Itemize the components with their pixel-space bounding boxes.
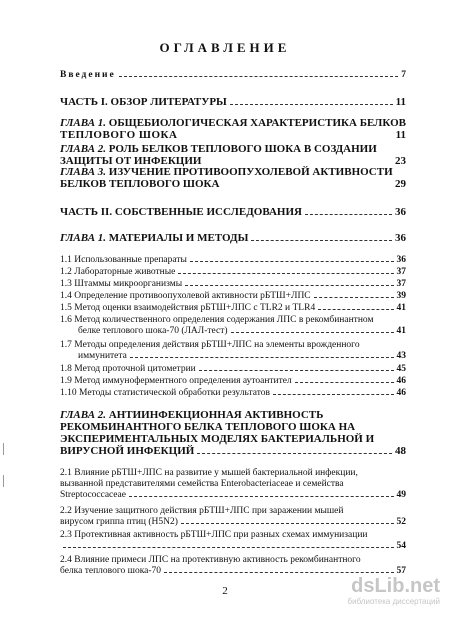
toc-entry-part1-chapter-2[interactable] xyxy=(60,143,406,167)
toc-leader xyxy=(119,76,399,77)
toc-entry-label: 1.10 Методы статистической обработки результатов xyxy=(60,388,270,398)
toc-page-number: 7 xyxy=(401,70,406,80)
page-number: 2 xyxy=(222,585,228,597)
toc-subentry[interactable] xyxy=(60,376,406,387)
toc-leader xyxy=(305,214,392,215)
toc-page-number: 37 xyxy=(396,267,406,277)
toc-entry-label-cont: РЕКОМБИНАНТНОГО БЕЛКА ТЕПЛОВОГО ШОКА НА xyxy=(60,421,356,433)
toc-leader xyxy=(178,273,393,274)
toc-page-number: 11 xyxy=(395,129,406,141)
toc-entry-label: 1.2 Лабораторные животные xyxy=(60,267,176,277)
toc-page-number: 46 xyxy=(396,388,406,398)
toc-entry-label: ИЗУЧЕНИЕ ПРОТИВООПУХОЛЕВОЙ АКТИВНОСТИ xyxy=(108,166,393,178)
toc-entry-part2-chapter-1[interactable] xyxy=(60,232,406,244)
margin-mark xyxy=(3,443,10,455)
toc-page-number: 39 xyxy=(396,291,406,301)
toc-entry-label: ОБЩЕБИОЛОГИЧЕСКАЯ ХАРАКТЕРИСТИКА БЕЛКОВ xyxy=(108,117,406,129)
toc-leader xyxy=(318,309,393,310)
toc-subentry[interactable] xyxy=(60,340,406,362)
toc-page-number: 36 xyxy=(395,206,406,218)
toc-entry-label: Введение xyxy=(60,70,116,80)
toc-leader xyxy=(130,357,394,358)
toc-page-number: 36 xyxy=(395,232,406,244)
toc-entry-part-2[interactable] xyxy=(60,206,406,218)
toc-leader xyxy=(190,261,394,262)
toc-page-number: 41 xyxy=(396,326,406,336)
toc-entry-label: РОЛЬ БЕЛКОВ ТЕПЛОВОГО ШОКА В СОЗДАНИИ xyxy=(108,143,377,155)
toc-page-number: 37 xyxy=(396,279,406,289)
toc-page-number: 43 xyxy=(396,351,406,361)
toc-subentry[interactable] xyxy=(60,468,406,501)
toc-entry-label-cont: ЭКСПЕРИМЕНТАЛЬНЫХ МОДЕЛЯХ БАКТЕРИАЛЬНОЙ И xyxy=(60,433,375,445)
toc-page-number: 46 xyxy=(396,376,406,386)
watermark-logo: dsLib.net xyxy=(351,575,440,597)
toc-entry-label: 2.4 Влияние примеси ЛПС на протективную активность рекомбинантного xyxy=(60,555,361,565)
toc-page-number: 11 xyxy=(395,96,406,108)
toc-entry-label: 2.3 Протективная активность рБТШ+ЛПС при разных схемах иммунизации xyxy=(60,530,368,540)
watermark xyxy=(340,575,440,609)
toc-entry-label-cont: вызванной представителями семейства Enterobacteriaceae и семейства xyxy=(60,479,344,489)
toc-entry-label-cont: ВИРУСНОЙ ИНФЕКЦИЙ xyxy=(60,445,195,457)
watermark-subtitle: библиотека диссертаций xyxy=(347,597,440,606)
toc-page-number: 36 xyxy=(396,255,406,265)
toc-entry-label-cont: ТЕПЛОВОГО ШОКА xyxy=(60,129,178,141)
toc-page-number: 48 xyxy=(395,445,406,457)
toc-subentry[interactable] xyxy=(60,530,406,552)
toc-entry-label: 1.3 Штаммы микроорганизмы xyxy=(60,279,183,289)
toc-subentry[interactable] xyxy=(60,267,406,278)
toc-leader xyxy=(231,332,394,333)
toc-leader xyxy=(197,453,392,454)
toc-entry-intro[interactable] xyxy=(60,70,406,81)
toc-entry-label: АНТИИНФЕКЦИОННАЯ АКТИВНОСТЬ xyxy=(108,409,324,421)
toc-leader xyxy=(273,394,394,395)
toc-leader xyxy=(164,572,393,573)
toc-entry-label: 2.2 Изучение защитного действия рБТШ+ЛПС при заражении мышей xyxy=(60,506,344,516)
toc-subentry[interactable] xyxy=(60,255,406,266)
toc-entry-label-cont: белка теплового шока-70 xyxy=(60,566,162,576)
toc-entry-label: 1.1 Использованные препараты xyxy=(60,255,187,265)
toc-chapter-label: ГЛАВА 3. xyxy=(60,166,107,178)
toc-subentry[interactable] xyxy=(60,364,406,375)
toc-leader xyxy=(251,240,392,241)
toc-page-number: 52 xyxy=(396,517,406,527)
toc-page-number: 57 xyxy=(396,566,406,576)
toc-entry-part2-chapter-2[interactable] xyxy=(60,409,406,457)
toc-chapter-label: ГЛАВА 2. xyxy=(60,409,107,421)
toc-entry-label: ЧАСТЬ I. ОБЗОР ЛИТЕРАТУРЫ xyxy=(60,96,227,108)
toc-leader xyxy=(199,370,394,371)
toc-heading: ОГЛАВЛЕНИЕ xyxy=(159,40,291,55)
toc-page-number: 49 xyxy=(396,490,406,500)
margin-mark xyxy=(3,475,10,487)
toc-leader xyxy=(185,285,393,286)
toc-entry-part-1[interactable] xyxy=(60,96,406,108)
toc-entry-label: 1.4 Определение противоопухолевой активности рБТШ+ЛПС xyxy=(60,291,311,301)
toc-entry-label: 1.7 Методы определения действия рБТШ+ЛПС на элементы врожденного xyxy=(60,340,360,350)
toc-page-number: 41 xyxy=(396,303,406,313)
toc-entry-part1-chapter-1[interactable] xyxy=(60,117,406,141)
toc-subentry[interactable] xyxy=(60,291,406,302)
toc-subentry[interactable] xyxy=(60,315,406,337)
toc-entry-label: МАТЕРИАЛЫ И МЕТОДЫ xyxy=(108,232,249,244)
toc-entry-label-cont: БЕЛКОВ ТЕПЛОВОГО ШОКА xyxy=(60,178,220,190)
toc-entry-label: 1.5 Метод оценки взаимодействия рБТШ+ЛПС с TLR2 и TLR4 xyxy=(60,303,316,313)
toc-leader xyxy=(129,496,394,497)
toc-subentry[interactable] xyxy=(60,506,406,528)
toc-entry-label-cont: Streptococcaceae xyxy=(60,490,126,500)
toc-entry-label: ЧАСТЬ II. СОБСТВЕННЫЕ ИССЛЕДОВАНИЯ xyxy=(60,206,302,218)
toc-page-number: 23 xyxy=(395,155,406,167)
toc-entry-label: 2.1 Влияние рБТШ+ЛПС на развитие у мышей бактериальной инфекции, xyxy=(60,468,358,478)
toc-entry-label: 1.6 Метод количественного определения содержания ЛПС в рекомбинантном xyxy=(60,315,374,325)
toc-chapter-label: ГЛАВА 1. xyxy=(60,232,107,244)
toc-page-number: 54 xyxy=(396,541,406,551)
toc-entry-label-cont: ЗАЩИТЫ ОТ ИНФЕКЦИИ xyxy=(60,155,202,167)
toc-leader xyxy=(314,297,394,298)
toc-entry-label-cont: вирусом гриппа птиц (H5N2) xyxy=(60,517,178,527)
toc-subentry[interactable] xyxy=(60,303,406,314)
toc-subentry[interactable] xyxy=(60,279,406,290)
toc-subentry[interactable] xyxy=(60,555,406,577)
toc-leader xyxy=(230,104,393,105)
toc-chapter-label: ГЛАВА 2. xyxy=(60,143,107,155)
toc-page-number: 45 xyxy=(396,364,406,374)
toc-entry-label: 1.9 Метод иммуноферментного определения аутоантител xyxy=(60,376,292,386)
toc-leader xyxy=(295,382,394,383)
toc-entry-label: 1.8 Метод проточной цитометрии xyxy=(60,364,196,374)
toc-leader xyxy=(181,523,394,524)
toc-subentry[interactable] xyxy=(60,388,406,399)
toc-entry-label-cont: белке теплового шока-70 (ЛАЛ-тест) xyxy=(78,326,228,336)
toc-leader xyxy=(63,547,394,548)
toc-page-number: 29 xyxy=(395,178,406,190)
toc-entry-label-cont: иммунитета xyxy=(78,351,127,361)
toc-entry-part1-chapter-3[interactable] xyxy=(60,166,406,190)
toc-chapter-label: ГЛАВА 1. xyxy=(60,117,107,129)
